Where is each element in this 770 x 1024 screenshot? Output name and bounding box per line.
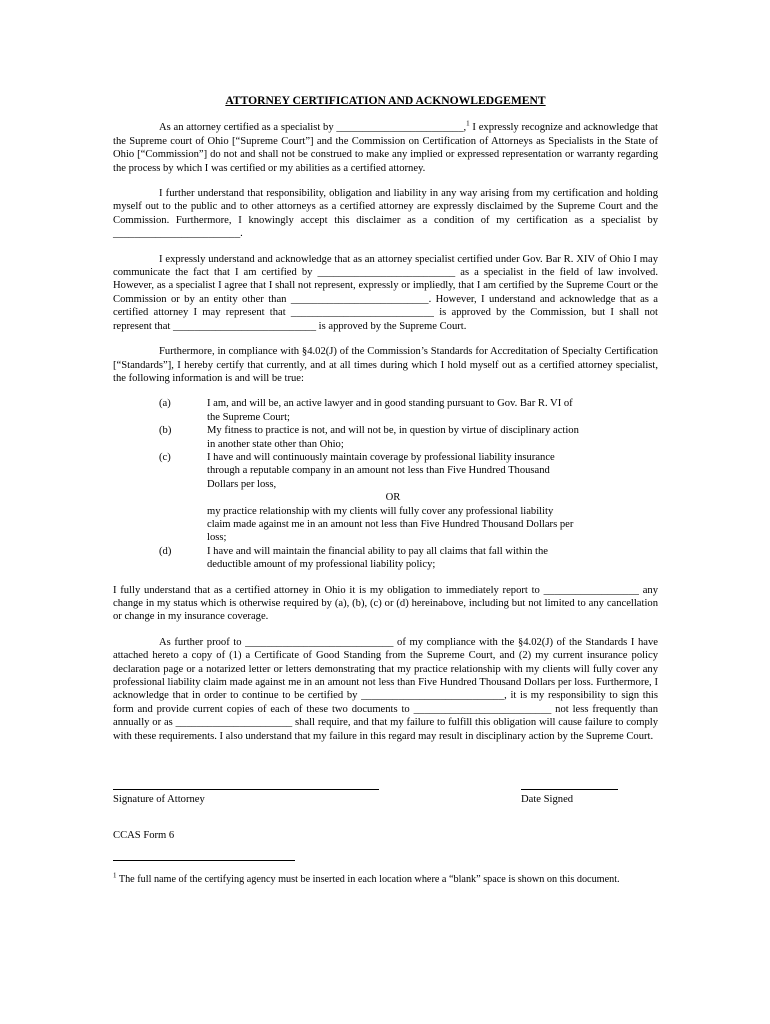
footnote-reference: 1 [466, 119, 470, 128]
requirement-item-b [113, 424, 658, 451]
requirement-text: I am, and will be, an active lawyer and in good standing pursuant to Gov. Bar R. VI of the Supreme Court; [207, 398, 573, 423]
requirements-list [113, 397, 658, 571]
signature-block [113, 789, 658, 819]
paragraph-compliance: Furthermore, in compliance with §4.02(J) of the Commission’s Standards for Accreditation of Specialty Certification [“Standards”], I hereby certify that currently, and at all times during which I hold myself out as a certified attorney specialist, the following information is and will be true: [113, 346, 658, 384]
date-line[interactable] [521, 789, 618, 790]
requirement-letter: (d) [159, 545, 172, 557]
paragraph-recognition [113, 121, 658, 175]
footnote-divider [113, 860, 295, 861]
requirement-text: I have and will continuously maintain coverage by professional liability insurance through a reputable company in an amount not less than Five Hundred Thousand Dollars per loss, [207, 451, 555, 490]
requirement-item-d [113, 545, 658, 572]
requirement-item-c [113, 451, 658, 491]
paragraph-proof: As further proof to ____________________________ of my compliance with the §4.02(J) of the Standards I have attached hereto a copy of (1) a Certificate of Good Standing from the Supreme Court, and (2) my current insurance policy declaration page or a notarized letter or letters demonstrating that my practice relationship with my clients will fully cover any professional liability claim made against me in an amount not less than Five Hundred Thousand Dollars per loss. Furthermore, I acknowledge that in order to continue to be certified by ___________________________, it is my responsibility to sign this form and provide current copies of each of these two documents to __________________________ not less frequently than annually or as ______________________ shall require, and that my failure to fulfill this obligation will cause failure to comply with these requirements. I also understand that my failure in this regard may result in disciplinary action by the Supreme Court. [113, 636, 658, 742]
footnote [113, 873, 658, 886]
requirement-letter: (a) [159, 398, 171, 410]
requirement-alternative [113, 491, 658, 545]
requirement-item-a [113, 397, 658, 424]
paragraph-disclaimer: I further understand that responsibility, obligation and liability in any way arising from my certification and holding myself out to the public and to other attorneys as a certified attorney are expressly disclaimed by the Supreme Court and the Commission. Furthermore, I knowingly accept this disclaimer as a condition of my certification as a specialist by ________________________. [113, 188, 658, 240]
paragraph-reporting: I fully understand that as a certified attorney in Ohio it is my obligation to immediately report to __________________ any change in my status which is otherwise required by (a), (b), (c) or (d) hereinabove, including but not limited to any cancellation or change in my insurance coverage. [113, 584, 658, 623]
alternative-text: my practice relationship with my clients will fully cover any professional liability claim made against me in an amount not less than Five Hundred Thousand Dollars per loss; [207, 505, 574, 544]
footnote-number: 1 [113, 872, 117, 881]
requirement-text: My fitness to practice is not, and will not be, in question by virtue of disciplinary action in another state other than Ohio; [207, 425, 579, 450]
document-title: ATTORNEY CERTIFICATION AND ACKNOWLEDGEMENT [225, 94, 546, 107]
requirement-text: I have and will maintain the financial ability to pay all claims that fall within the deductible amount of my professional liability policy; [207, 545, 548, 571]
requirement-letter: (c) [159, 451, 171, 463]
form-identifier: CCAS Form 6 [113, 830, 175, 842]
certification-form-page [113, 94, 658, 886]
signature-label: Signature of Attorney [113, 794, 205, 806]
signature-line[interactable] [113, 789, 379, 790]
requirement-letter: (b) [159, 425, 172, 437]
footnote-text: The full name of the certifying agency must be inserted in each location where a “blank” space is shown on this document. [116, 874, 620, 886]
or-label: OR [385, 492, 401, 504]
paragraph-recognition-rest: I expressly recognize and acknowledge that the Supreme court of Ohio [“Supreme Court”] and the Commission on Certification of Attorneys as Specialists in the State of Ohio [“Commission”] do not and shall not be construed to make any implied or expressed representation or warranty regarding the process by which I was certified or my abilities as a certified attorney. [113, 122, 658, 174]
paragraph-communication: I expressly understand and acknowledge that as an attorney specialist certified under Gov. Bar R. XIV of Ohio I may communicate the fact that I am certified by __________________________ as a specialist in the field of law involved. However, as a specialist I agree that I shall not represent, expressly or impliedly, that I am certified by the Supreme Court or the Commission or by an entity other than __________________________. However, I understand and acknowledge that as a certified attorney I may represent that ___________________________ is approved by the Commission, but I shall not represent that ___________________________ is approved by the Supreme Court. [113, 253, 658, 332]
date-label: Date Signed [521, 794, 574, 806]
paragraph-recognition-start: As an attorney certified as a specialist by ________________________, [159, 122, 467, 134]
